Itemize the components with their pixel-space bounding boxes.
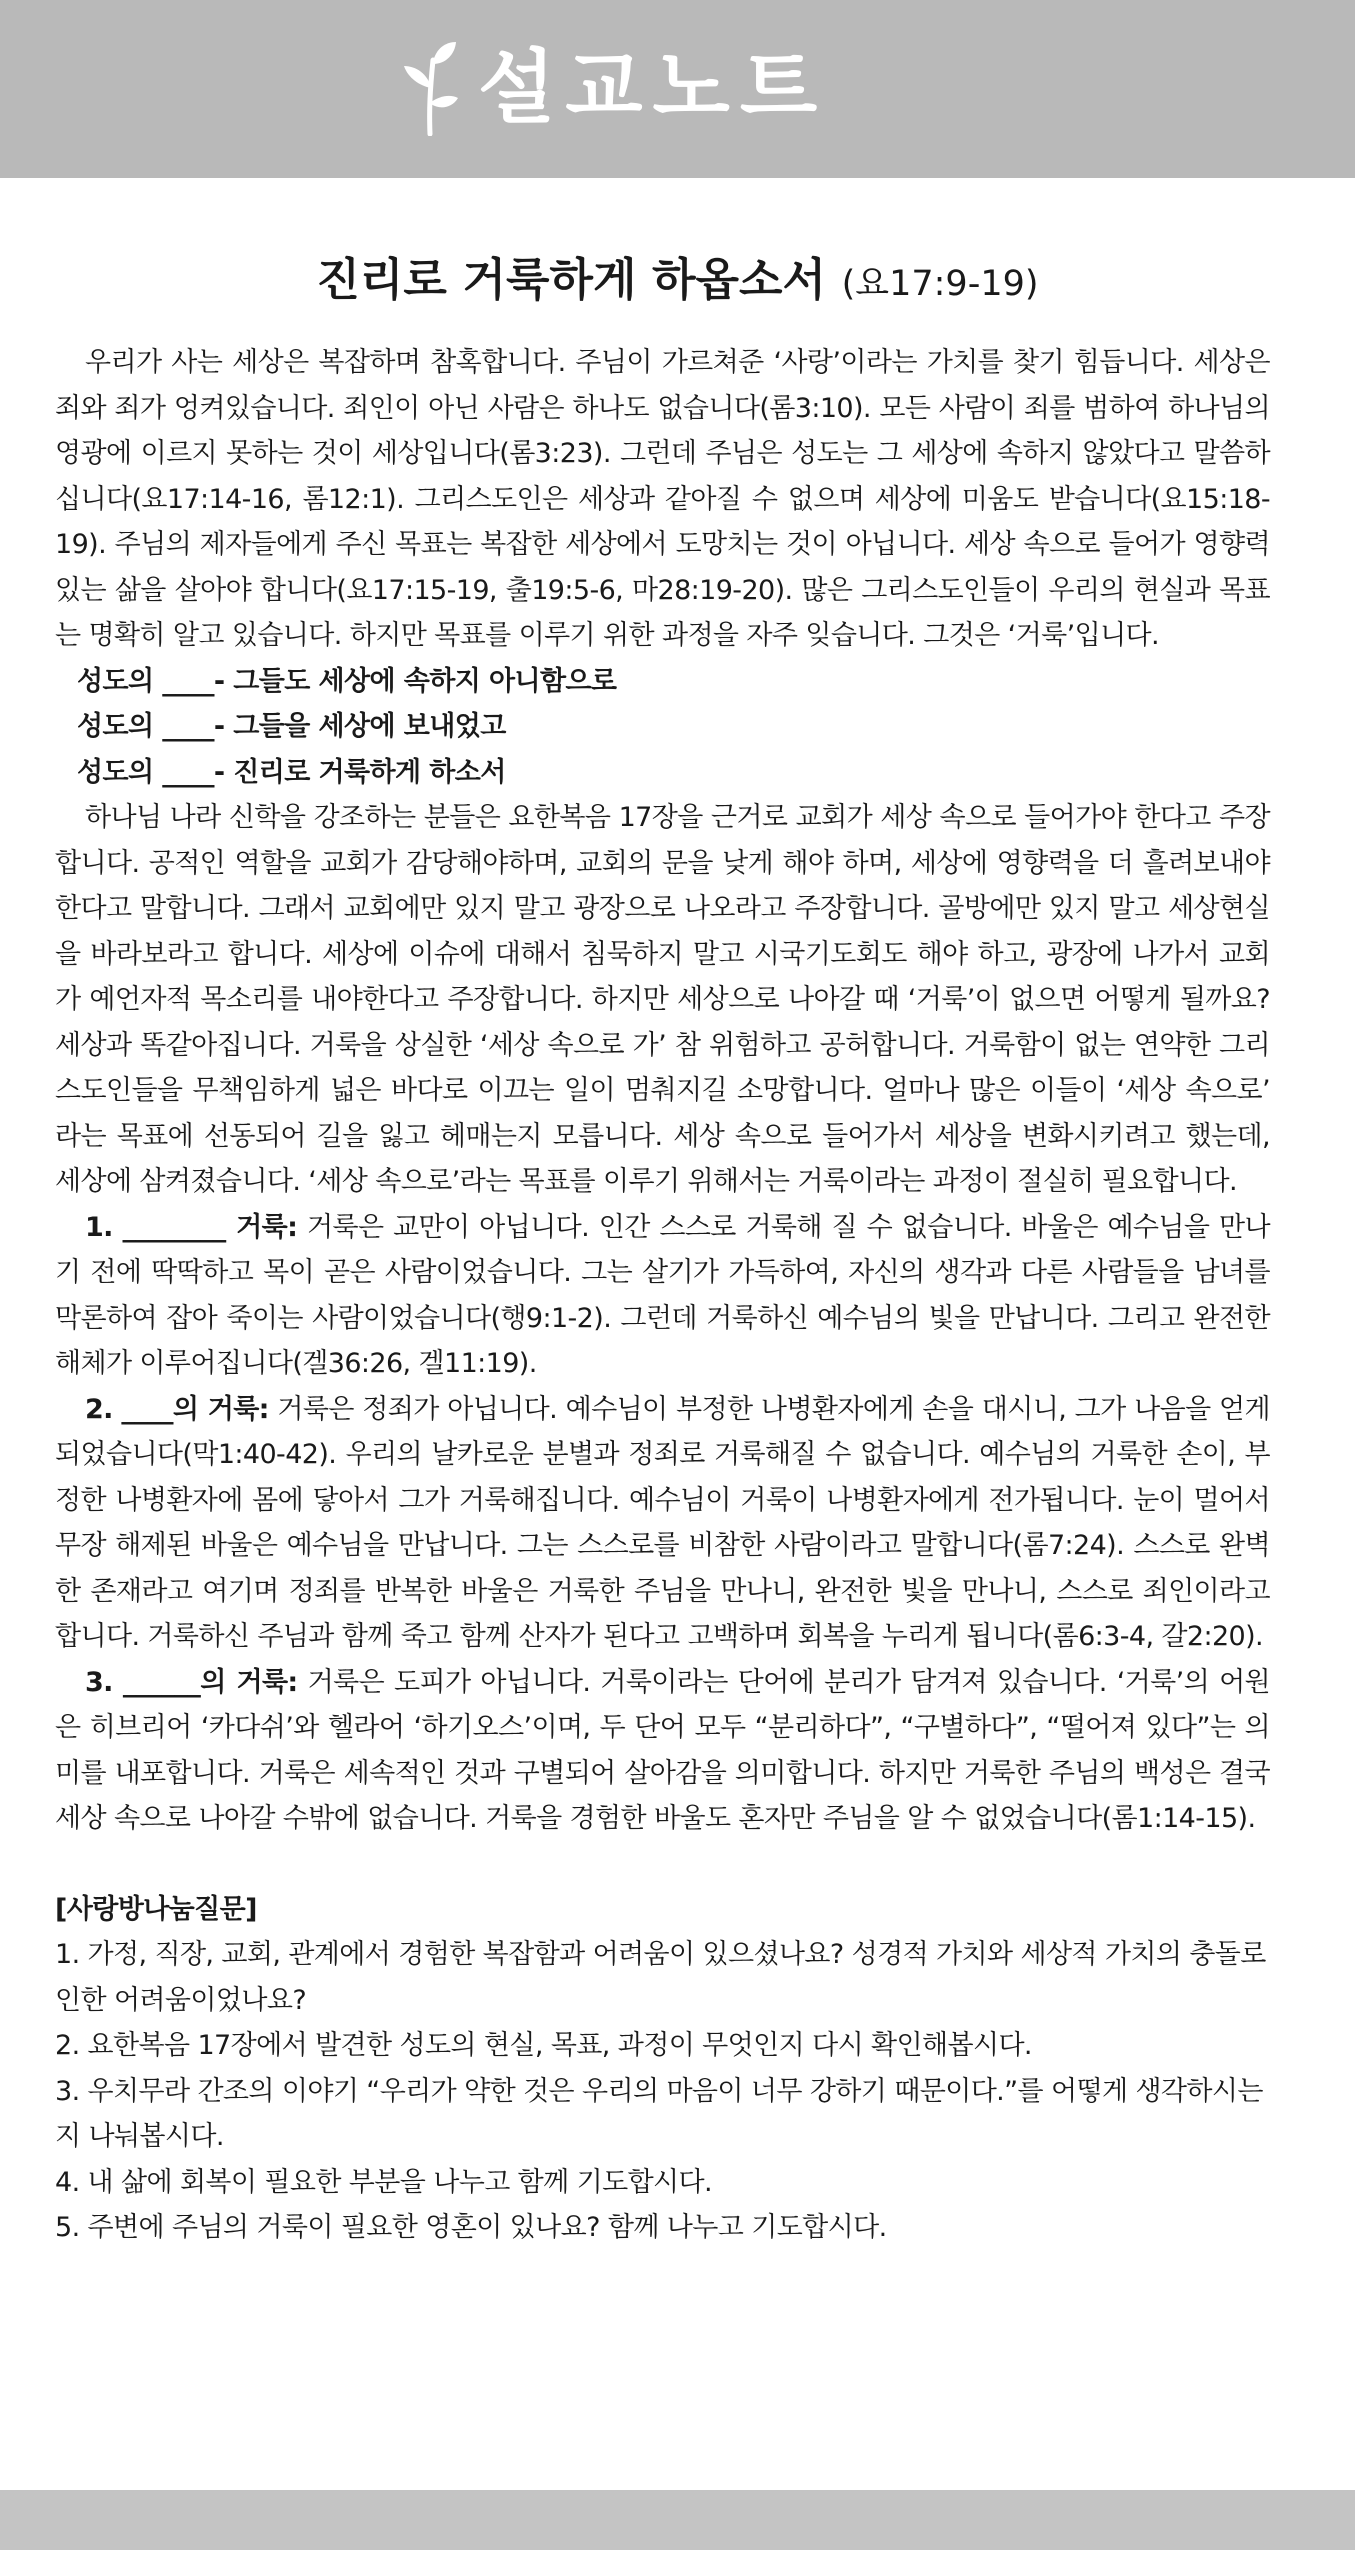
point-label: ________ 거룩: [122,1211,298,1243]
point-paragraph [55,1205,1270,1387]
point-number: 3. [85,1666,113,1698]
point-paragraph [55,1387,1270,1660]
fill-item: 성도의 ____- 진리로 거룩하게 하소서 [77,756,506,788]
footer-bar [0,2490,1355,2550]
header-banner [0,0,1355,178]
brand [400,40,827,136]
point-paragraph [55,1660,1270,1842]
point-text: 거룩은 도피가 아닙니다. 거룩이라는 단어에 분리가 담겨져 있습니다. ‘거룩’의 어원은 히브리어 ‘카다쉬’와 헬라어 ‘하기오스’이며, 두 단어 모두 “분리하다”, “구별하다”, “떨어져 있다”는 의미를 내포합니다. 거룩은 세속적인 것과 구별되어 살아감을 의미합니다. 하지만 거룩한 주님의 백성은 결국 세상 속으로 나아갈 수밖에 없습니다. 거룩을 경험한 바울도 혼자만 주님을 알 수 없었습니다(롬1:14-15). [55,1666,1271,1834]
point-text: 거룩은 교만이 아닙니다. 인간 스스로 거룩해 질 수 없습니다. 바울은 예수님을 만나기 전에 딱딱하고 목이 곧은 사람이었습니다. 그는 살기가 가득하여, 자신의 생각과 다른 사람들을 남녀를 막론하여 잡아 죽이는 사람이었습니다(행9:1-2). 그런데 거룩하신 예수님의 빛을 만납니다. 그리고 완전한 해체가 이루어집니다(겔36:26, 겔11:19). [55,1211,1270,1379]
intro-paragraph: 우리가 사는 세상은 복잡하며 참혹합니다. 주님이 가르쳐준 ‘사랑’이라는 가치를 찾기 힘듭니다. 세상은 죄와 죄가 엉켜있습니다. 죄인이 아닌 사람은 하나도 없습니다(롬3:10). 모든 사람이 죄를 범하여 하나님의 영광에 이르지 못하는 것이 세상입니다(롬3:23). 그런데 주님은 성도는 그 세상에 속하지 않았다고 말씀하십니다(요17:14-16, 롬12:1). 그리스도인은 세상과 같아질 수 없으며 세상에 미움도 받습니다(요15:18-19). 주님의 제자들에게 주신 목표는 복잡한 세상에서 도망치는 것이 아닙니다. 세상 속으로 들어가 영향력 있는 삶을 살아야 합니다(요17:15-19, 출19:5-6, 마28:19-20). 많은 그리스도인들이 우리의 현실과 목표는 명확히 알고 있습니다. 하지만 목표를 이루기 위한 과정을 자주 잊습니다. 그것은 ‘거룩’입니다. [55,347,1270,651]
question-item: 4. 내 삶에 회복이 필요한 부분을 나누고 함께 기도합시다. [55,2166,713,2198]
fill-item: 성도의 ____- 그들을 세상에 보내었고 [77,711,506,742]
point-number: 1. [85,1211,113,1243]
question-item: 2. 요한복음 17장에서 발견한 성도의 현실, 목표, 과정이 무엇인지 다시 확인해봅시다. [55,2030,1032,2061]
question-item: 1. 가정, 직장, 교회, 관계에서 경험한 복잡함과 어려움이 있으셨나요? 성경적 가치와 세상적 가치의 충돌로 인한 어려움이었나요? [55,1939,1266,2016]
sermon-title-text: 진리로 거룩하게 하옵소서 [316,253,826,306]
sermon-content [55,340,1270,2251]
point-text: 거룩은 정죄가 아닙니다. 예수님이 부정한 나병환자에게 손을 대시니, 그가 나음을 얻게 되었습니다(막1:40-42). 우리의 날카로운 분별과 정죄로 거룩해질 수 없습니다. 예수님의 거룩한 손이, 부정한 나병환자에 몸에 닿아서 그가 거룩해집니다. 예수님이 거룩이 나병환자에게 전가됩니다. 눈이 멀어서 무장 해제된 바울은 예수님을 만납니다. 그는 스스로를 비참한 사람이라고 말합니다(롬7:24). 스스로 완벽한 존재라고 여기며 정죄를 반복한 바울은 거룩한 주님을 만나니, 완전한 빛을 만나니, 스스로 죄인이라고 합니다. 거룩하신 주님과 함께 죽고 함께 산자가 된다고 고백하며 회복을 누리게 됩니다(롬6:3-4, 갈2:20). [55,1393,1270,1652]
point-label: ____의 거룩: [121,1393,269,1425]
leaf-sprout-icon [400,40,460,136]
fill-item: 성도의 ____- 그들도 세상에 속하지 아니함으로 [77,665,617,697]
point-label: ______의 거룩: [122,1666,298,1698]
sermon-reference: (요17:9-19) [841,264,1039,304]
body-paragraph: 하나님 나라 신학을 강조하는 분들은 요한복음 17장을 근거로 교회가 세상 속으로 들어가야 한다고 주장합니다. 공적인 역할을 교회가 감당해야하며, 교회의 문을 낮게 해야 하며, 세상에 영향력을 더 흘려보내야 한다고 말합니다. 그래서 교회에만 있지 말고 광장으로 나오라고 주장합니다. 골방에만 있지 말고 세상현실을 바라보라고 합니다. 세상에 이슈에 대해서 침묵하지 말고 시국기도회도 해야 하고, 광장에 나가서 교회가 예언자적 목소리를 내야한다고 주장합니다. 하지만 세상으로 나아갈 때 ‘거룩’이 없으면 어떻게 될까요? 세상과 똑같아집니다. 거룩을 상실한 ‘세상 속으로 가’ 참 위험하고 공허합니다. 거룩함이 없는 연약한 그리스도인들을 무책임하게 넓은 바다로 이끄는 일이 멈춰지길 소망합니다. 얼마나 많은 이들이 ‘세상 속으로’ 라는 목표에 선동되어 길을 잃고 헤매는지 모릅니다. 세상 속으로 들어가서 세상을 변화시키려고 했는데, 세상에 삼켜졌습니다. ‘세상 속으로’라는 목표를 이루기 위해서는 거룩이라는 과정이 절실히 필요합니다. [55,802,1270,1197]
point-number: 2. [85,1393,113,1425]
question-item: 3. 우치무라 간조의 이야기 “우리가 약한 것은 우리의 마음이 너무 강하기 때문이다.”를 어떻게 생각하시는지 나눠봅시다. [55,2075,1263,2152]
questions-heading: [사랑방나눔질문] [55,1893,257,1925]
sermon-title [0,245,1355,319]
page-title: 설교노트 [478,41,828,134]
question-item: 5. 주변에 주님의 거룩이 필요한 영혼이 있나요? 함께 나누고 기도합시다. [55,2212,887,2243]
